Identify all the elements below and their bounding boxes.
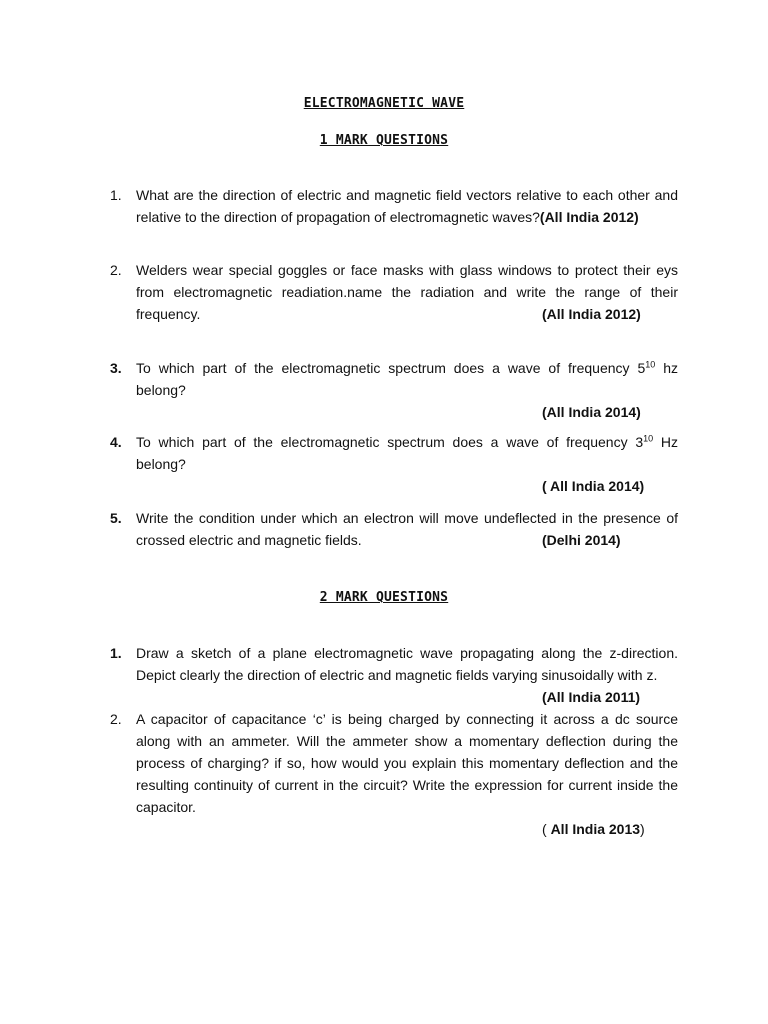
question-number: 1. (110, 187, 122, 203)
question-source: (All India 2012) (539, 209, 639, 225)
question-source: ( All India 2013) (542, 821, 645, 837)
question-1-mark-3 (110, 357, 678, 423)
section-heading-1-mark: 1 MARK QUESTIONS (319, 133, 449, 148)
question-1-mark-1 (110, 184, 678, 228)
question-number: 5. (110, 510, 122, 526)
question-source: (All India 2014) (542, 404, 641, 420)
question-text: Write the condition under which an electron will move undeflected in the presence of crossed electric and magnetic fields. (136, 510, 678, 548)
question-text: A capacitor of capacitance ‘c’ is being charged by connecting it across a dc source along with an ammeter. Will the ammeter show a momentary deflection during the process of charging? if so, how would you explain this momentary deflection and the resulting continuity of current in the circuit? Write the expression for current inside the capacitor. (136, 711, 678, 815)
question-2-mark-2 (110, 708, 678, 840)
question-text: Draw a sketch of a plane electromagnetic wave propagating along the z-direction. Depict clearly the direction of electric and magnetic fields varying sinusoidally with z. (136, 645, 678, 683)
question-2-mark-1 (110, 642, 678, 708)
question-source: (Delhi 2014) (542, 532, 621, 548)
question-text: To which part of the electromagnetic spectrum does a wave of frequency $5^{10}$ hz belong? (136, 359, 678, 398)
question-number: 2. (110, 711, 122, 727)
question-source: ( All India 2014) (542, 478, 645, 494)
exponent: 10 (643, 433, 654, 444)
section-heading-2-mark: 2 MARK QUESTIONS (319, 590, 449, 605)
question-number: 2. (110, 262, 122, 278)
question-text: Welders wear special goggles or face masks with glass windows to protect their eys from electromagnetic readiation.name the radiation and write the range of their frequency. (136, 262, 678, 322)
question-text: To which part of the electromagnetic spectrum does a wave of frequency $3^{10}$ Hz belong? (136, 433, 679, 472)
question-number: 1. (110, 645, 122, 661)
page-title: ELECTROMAGNETIC WAVE (303, 96, 465, 111)
question-1-mark-4 (110, 431, 678, 497)
question-source: (All India 2011) (542, 689, 641, 705)
question-number: 4. (110, 434, 122, 450)
question-number: 3. (110, 360, 122, 376)
question-text: What are the direction of electric and magnetic field vectors relative to each other and relative to the direction of propagation of electromagnetic waves? (136, 187, 678, 225)
question-1-mark-5 (110, 507, 678, 551)
question-1-mark-2 (110, 259, 678, 325)
question-source: (All India 2012) (542, 306, 641, 322)
exponent: 10 (645, 359, 656, 370)
